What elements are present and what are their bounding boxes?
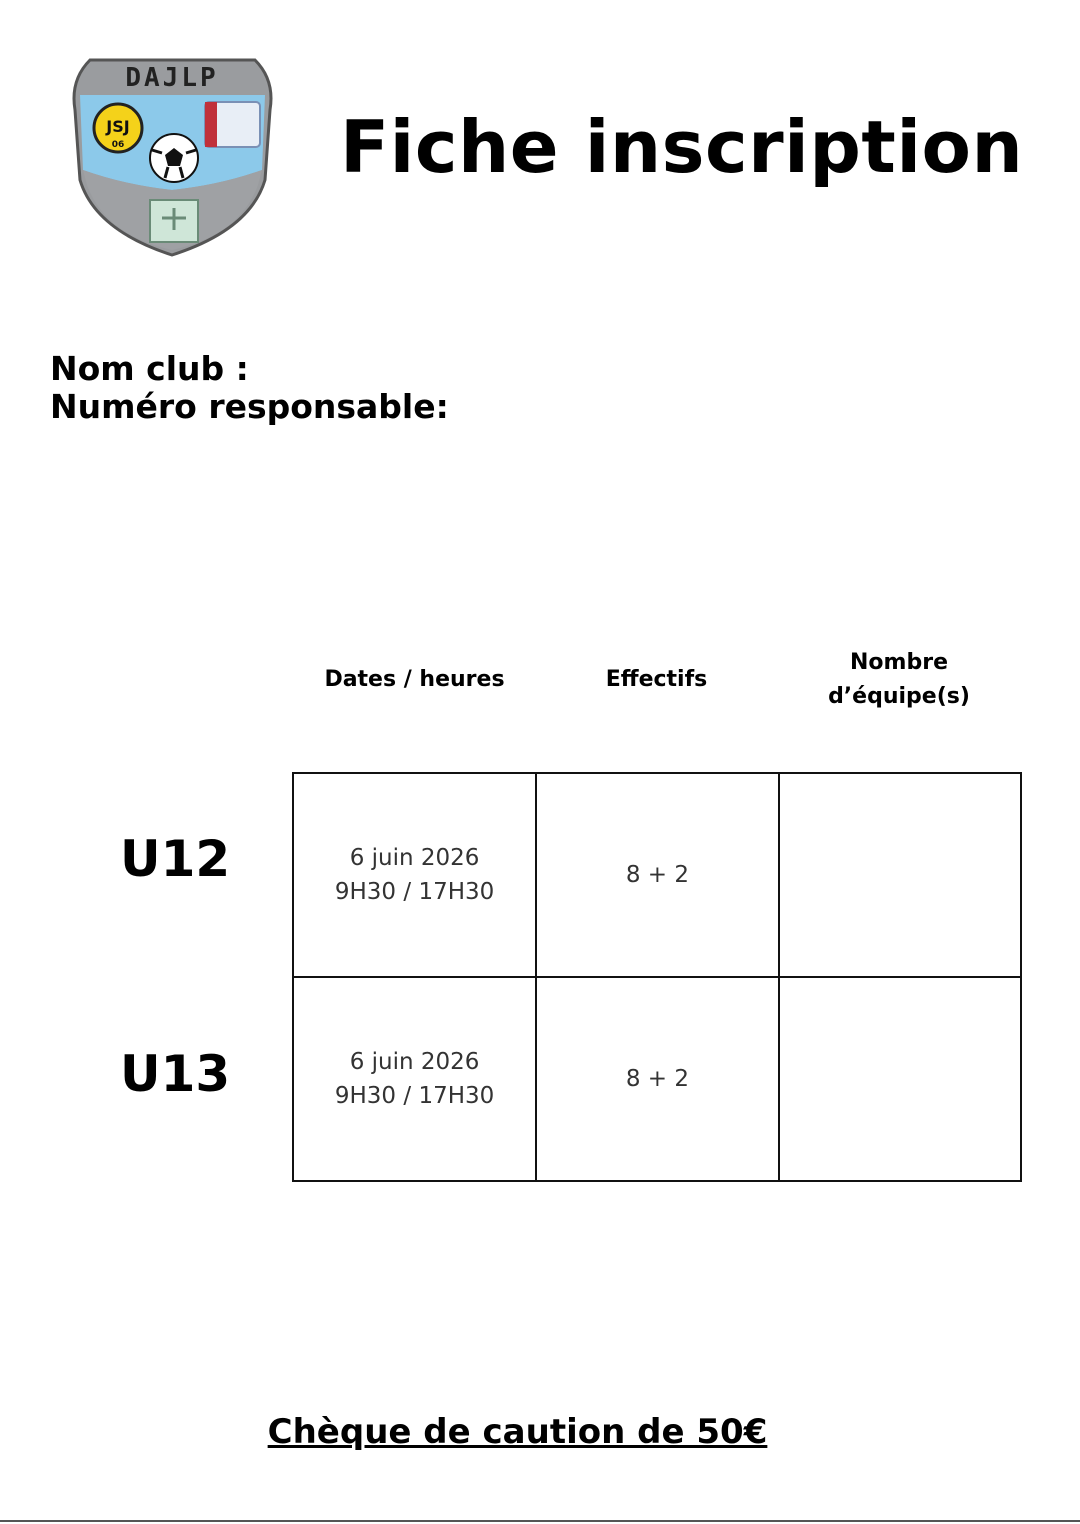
club-crest-logo	[70, 50, 275, 260]
crest-badge-number: 06	[111, 140, 125, 150]
effectifs-cell: 8 + 2	[536, 977, 779, 1181]
club-name-label: Nom club :	[50, 349, 249, 388]
table-row	[293, 773, 1021, 977]
effectifs-cell: 8 + 2	[536, 773, 779, 977]
page-title: Fiche inscription	[340, 105, 1024, 189]
column-header-effectifs: Effectifs	[605, 667, 708, 692]
registration-fields	[50, 350, 449, 426]
crest-badge-text: JSJ	[106, 117, 130, 136]
column-header-teams-text: Nombre d’équipe(s)	[828, 650, 970, 709]
teams-count-cell[interactable]	[779, 773, 1021, 977]
table-row	[293, 977, 1021, 1181]
teams-count-cell[interactable]	[779, 977, 1021, 1181]
row-label-u12: U12	[120, 830, 231, 888]
football-icon	[150, 134, 198, 182]
deposit-note: Chèque de caution de 50€	[267, 1412, 768, 1452]
hours-text: 9H30 / 17H30	[334, 879, 495, 905]
column-header-teams	[778, 646, 1020, 714]
registration-table	[292, 772, 1022, 1182]
responsible-number-label: Numéro responsable:	[50, 387, 449, 426]
crest-club-text: DAJLP	[125, 63, 219, 93]
bottom-divider	[0, 1520, 1080, 1522]
hours-text: 9H30 / 17H30	[334, 1083, 495, 1109]
column-header-dates: Dates / heures	[324, 667, 505, 692]
date-text: 6 juin 2026	[349, 845, 480, 871]
club-crest-icon	[70, 50, 275, 260]
row-label-u13: U13	[120, 1045, 231, 1103]
date-cell	[293, 773, 536, 977]
date-cell	[293, 977, 536, 1181]
date-text: 6 juin 2026	[349, 1049, 480, 1075]
